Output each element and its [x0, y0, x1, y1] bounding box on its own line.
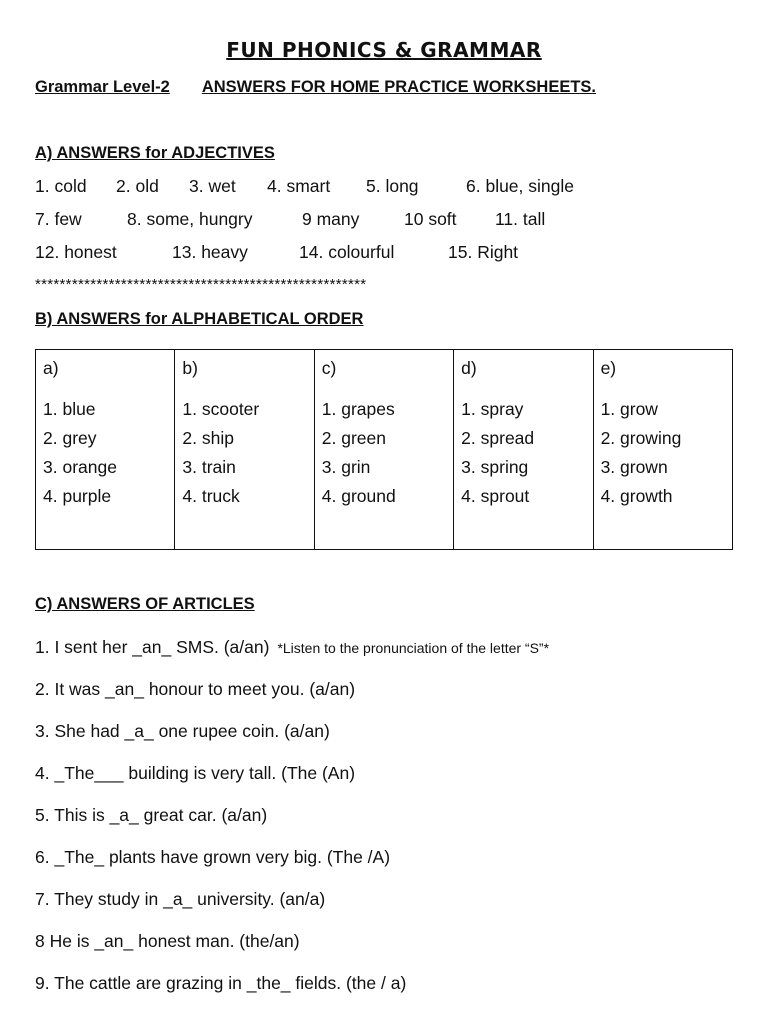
alphabetical-heading: B) ANSWERS for ALPHABETICAL ORDER [35, 310, 364, 328]
column-label: a) [43, 358, 59, 378]
article-answer-9: 9. The cattle are grazing in _the_ fields. (the / a) [35, 973, 407, 993]
adjective-answer: 6. blue, single [466, 176, 574, 196]
article-answer-5: 5. This is _a_ great car. (a/an) [35, 805, 268, 825]
list-item: 4. sprout [461, 486, 530, 506]
adjective-answer: 13. heavy [172, 242, 248, 262]
adjective-answer: 2. old [116, 176, 159, 196]
adjective-answer: 10 soft [404, 209, 457, 229]
alphabetical-order-table [35, 349, 733, 550]
list-item: 2. grey [43, 428, 97, 448]
adjective-answer: 14. colourful [299, 242, 395, 262]
adjective-answer: 12. honest [35, 242, 117, 262]
list-item: 1. grow [600, 399, 658, 419]
list-item: 1. spray [461, 399, 524, 419]
article-answer-4: 4. _The___ building is very tall. (The (An) [35, 763, 356, 783]
list-item: 3. spring [461, 457, 529, 477]
list-item: 1. grapes [321, 399, 395, 419]
adjective-answer: 7. few [35, 209, 82, 229]
column-label: d) [461, 358, 477, 378]
adjective-answer: 3. wet [189, 176, 236, 196]
list-item: 4. growth [600, 486, 673, 506]
separator-line: ****************************************************** [35, 276, 367, 293]
list-item: 2. ship [182, 428, 234, 448]
table-column-e [593, 350, 732, 550]
list-item: 2. growing [600, 428, 682, 448]
list-item: 1. scooter [182, 399, 260, 419]
article-answer-text: 1. I sent her _an_ SMS. (a/an) [35, 637, 270, 657]
list-item: 3. grown [600, 457, 668, 477]
adjective-answer: 15. Right [448, 242, 519, 262]
column-label: b) [182, 358, 198, 378]
subheader-heading: ANSWERS FOR HOME PRACTICE WORKSHEETS. [201, 78, 597, 96]
articles-heading: C) ANSWERS OF ARTICLES [35, 595, 255, 613]
article-answer-2: 2. It was _an_ honour to meet you. (a/an) [35, 679, 356, 699]
table-column-a [36, 350, 175, 550]
table-column-d [454, 350, 593, 550]
adjective-answer: 9 many [302, 209, 360, 229]
list-item: 2. green [321, 428, 386, 448]
article-answer-1 [35, 637, 549, 658]
adjective-answer: 11. tall [495, 209, 546, 229]
grammar-level: Grammar Level-2 [35, 78, 170, 96]
list-item: 3. grin [321, 457, 371, 477]
list-item: 4. purple [43, 486, 112, 506]
adjectives-heading: A) ANSWERS for ADJECTIVES [35, 144, 275, 162]
article-answer-3: 3. She had _a_ one rupee coin. (a/an) [35, 721, 330, 741]
pronunciation-note: *Listen to the pronunciation of the letter “S”* [277, 640, 550, 656]
adjective-answer: 8. some, hungry [127, 209, 253, 229]
subheader [35, 78, 596, 97]
list-item: 4. ground [321, 486, 396, 506]
article-answer-8: 8 He is _an_ honest man. (the/an) [35, 931, 300, 951]
column-label: c) [321, 358, 337, 378]
adjective-answer: 5. long [366, 176, 419, 196]
list-item: 1. blue [43, 399, 96, 419]
article-answer-6: 6. _The_ plants have grown very big. (The /A) [35, 847, 391, 867]
page-title: FUN PHONICS & GRAMMAR [226, 38, 542, 62]
list-item: 4. truck [182, 486, 240, 506]
adjective-answer: 1. cold [35, 176, 87, 196]
adjective-answer: 4. smart [267, 176, 331, 196]
column-label: e) [600, 358, 617, 378]
table-column-b [175, 350, 314, 550]
list-item: 3. train [182, 457, 236, 477]
list-item: 3. orange [43, 457, 117, 477]
table-column-c [314, 350, 453, 550]
list-item: 2. spread [461, 428, 535, 448]
article-answer-7: 7. They study in _a_ university. (an/a) [35, 889, 326, 909]
